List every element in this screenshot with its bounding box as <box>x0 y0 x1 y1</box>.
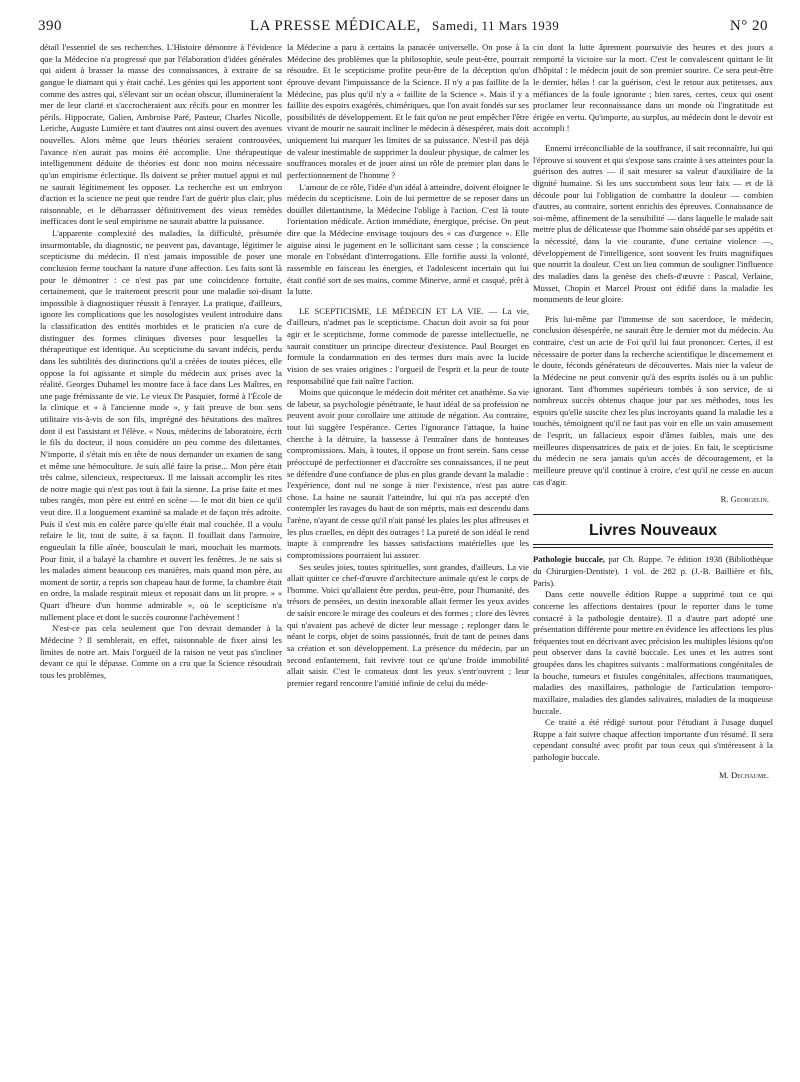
column-1 <box>40 42 282 1072</box>
journal-title: LA PRESSE MÉDICALE, <box>250 18 421 34</box>
section-title: Livres Nouveaux <box>588 521 718 539</box>
paragraph: Ses seules joies, toutes spirituelles, sont grandes, d'ailleurs. La vie allait quitter ce chef-d'œuvre d'architecture animale qu'est le corps de l'homme. Voici qu'allaient être perdus, peut-être, pour l'humanité, des trésors de pensées, un destin inexorable allait fermer les yeux avides de saisir encore le mirage des couleurs et des formes ; clore des lèvres qui n'avaient pas achevé de dicter leur message ; replonger dans le néant le corps, objet de soins passionnés, fruit de tant de peines dans sa création et son développement. La présence du médecin, par un second enfantement, fait revivre tout ce qu'une froide immobilité allait saisir. C'est le comateux dont les yeux s'entr'ouvrent ; leur premier regard rencontre l'amitié infinie de celui du méde- <box>287 561 529 688</box>
review-signature: M. Dechaume. <box>719 769 769 780</box>
paragraph: cin dont la lutte âprement poursuivie des heures et des jours a remporté la victoire sur la mort. C'est le convalescent quittant le lit d'hôpital : le médecin jouit de son premier sourire. Ce sera peut-être le dernier, hélas ! car la guérison, c'est le retour aux petitesses, aux méfiances de la foule ignorante ; bien rares, certes, ceux qui osent proclamer leur reconnaissance dans un monde où l'ingratitude est érigée en vertu. Qu'importe, au surplus, au médecin dont le devoir est accompli ! <box>533 42 773 134</box>
column-3 <box>533 42 773 1072</box>
page-header <box>38 10 768 36</box>
article-signature: R. Georgelin. <box>720 494 769 505</box>
paragraph: L'apparente complexité des maladies, la difficulté, présumée insurmontable, du diagnostic, ne peuvent pas, davantage, légitimer le scepticisme du médecin. Il n'est jamais impossible de poser une conclusion ferme touchant la nature d'une affection. Les faits sont là pour le démontrer : ce n'est pas par une coïncidence fortuite, certainement, que le traitement prescrit pour une maladie soi-disant impossible à diagnostiquer réussit à l'enrayer. La pratique, d'ailleurs, ignore les complications que les nosologistes veulent introduire dans la classification des entités morbides et le praticien n'a cure de distinguer des formes cliniques diverses pour lesquelles la thérapeutique est identique. Au scepticisme du savant indécis, perdu dans les subtilités des distinctions qu'il a créées de toutes pièces, elle oppose la foi agissante et simple du médecin aux prises avec la réalité. Georges Duhamel les montre face à face dans Les Maîtres, en une page frémissante de vie. Le vieux Dr Pasquier, formé à l'École de la clinique et « à l'ancienne mode », y fait preuve de bon sens utilitaire vis-à-vis de son fils, imprégné des hésitations des maîtres dont il est l'assistant et l'élève. « Nous, médecins de laboratoire, écrit le fils du docteur, il nous considère un peu comme des dilettantes. N'importe, il s'était mis en tête de nous demander un examen de sang et même une hémoculture. Je suis allé faire la prise... Mon père était très calme, silencieux, respectueux. Il me laissait accomplir les rites de notre magie qui n'est pas tout à fait la sienne. La prise faite et mes tubes rangés, mon père est entré en scène — le mot dit bien ce qu'il veut dire. Il a longuement examiné sa malade et de façon très adroite. Puis il s'est mis en colère parce qu'elle était mal couchée. Il a voulu refaire le lit, tout de suite, à sa façon. Il fouillait dans l'armoire, engueulait la fille aînée, bousculait le mari, mouchait les marmots. Pour finir, il a balayé la chambre et ouvert les fenêtres. Je ne sais si les malades aiment beaucoup ces manières, mais quand mon père, au moment de sortir, a repris son chapeau haut de forme, la chambre était en ordre, la malade respirait mieux et reposait dans un lit propre. » « Quart d'heure d'un homme admirable », où le scepticisme n'a nullement place et dont le succès couronne l'achèvement ! <box>40 228 282 622</box>
divider <box>533 544 773 548</box>
paragraph: la Médecine a paru à certains la panacée universelle. On pose à la Médecine des problèmes que la philosophie, seule peut-être, pourrait résoudre. Et le scepticisme profite peut-être de la déception qu'on éprouve devant l'impuissance de la Science. Il n'y a pas faillite de la Médecine, pas plus qu'il n'y a « faillite de la Science ». Mais il y a faillite des espoirs exagérés, chimériques, que l'on avait fondés sur ses possibilités de développement. Et le fait qu'on ne peut empêcher l'être vivant de mourir ne saurait incliner le médecin à désespérer, mais doit uniquement lui marquer les limites de sa puissance. N'est-il pas déjà de valeur inestimable de supprimer la douleur physique, de calmer les souffrances morales et de jouer ainsi un rôle de premier plan dans le perfectionnement de l'homme ? <box>287 42 529 180</box>
book-entry <box>533 554 773 589</box>
paragraph: LE SCEPTICISME, LE MÉDECIN ET LA VIE. — La vie, d'ailleurs, n'admet pas le scepticisme. Chacun doit avoir sa foi pour agir et le scepticisme, forme commode de paresse intellectuelle, ne saurait constituer un principe directeur d'existence. Paul Bourget en formule la condamnation en des termes durs mais avec la lucide vision de ses vraies origines : l'orgueil de l'esprit et la peur de toute responsabilité que fait naître l'action. <box>287 305 529 386</box>
paragraph: Pris lui-même par l'immense de son sacerdoce, le médecin, conclusion désespérée, ne saurait être le dernier mot du médecin. Au contraire, c'est un acte de Foi qu'il lui faut prononcer. Certes, il est nécessaire de porter dans la recherche scientifique le discernement et le doute, féconds générateurs de découvertes. Mais nier la valeur de la Médecine ne peut convenir qu'à des esprits isolés ou à un public ignorant. Tant d'hommes supérieurs tombés à son service, de si nombreux succès obtenus chaque jour par ses méthodes, tous les espoirs qu'elle suscite chez les plus incroyants quand la maladie les a touchés, témoignent qu'il ne faut pas voir en elle un vain amusement de l'esprit, un fallacieux espoir d'âmes faibles, mais une des meilleures dispensatrices de paix et de joies. En fait, le scepticisme du médecin ne sera jamais qu'un accès de découragement, et la meilleure preuve qu'il continue à croire, c'est qu'il ne cesse en aucun cas d'agir. <box>533 313 773 487</box>
issue-date: Samedi, 11 Mars 1939 <box>432 18 560 33</box>
paragraph: Ce traité a été rédigé surtout pour l'étudiant à l'usage duquel Ruppe a fait suivre chaque affection importante d'un résumé. Il sera cependant consulté avec profit par tous ceux qui s'intéressent à la pathologie buccale. <box>533 717 773 762</box>
paragraph: Dans cette nouvelle édition Ruppe a supprimé tout ce qui concerne les affections dentaires (pour le reporter dans le tome consacré à la pathologie dentaire). Il a d'autre part adopté une présentation différente pour mettre en évidence les affections les plus fréquentes tout en décrivant avec précision les multiples lésions qu'on peut observer dans la cavité buccale. Les unes et les autres sont groupées dans les chapitres suivants : malformations congénitales de la bouche, tumeurs et fistules congénitales, affections traumatiques, maladies des maxillaires, pathologie de l'articulation temporo-maxillaire, maladies des glandes salivaires, maladies de la muqueuse buccale. <box>533 589 773 716</box>
book-title: Pathologie buccale, <box>533 554 605 565</box>
column-2 <box>287 42 529 1072</box>
paragraph: détail l'essentiel de ses recherches. L'Histoire démontre à l'évidence que la Médecine n'a progressé que par l'élaboration d'idées générales qui aident à brasser la masse des connaissances, à extraire de sa gangue le diamant qui y était caché. Les génies qui les apportent sont comme des astres qui, s'élevant sur un océan obscur, illumineraient la mer de leur clarté et s'accrocheraient aux récifs pour en montrer les périls. Hippocrate, Galien, Ambroise Paré, Pasteur, Charles Nicolle, Leriche, Auguste Lumière et tant d'autres ont ainsi ouvert des avenues nouvelles. Alors même que leurs théories seraient controuvées, l'avance n'en aurait pas moins été accomplie. Une thérapeutique intelligemment déduite de théories est donc non moins nécessaire qu'un empirisme éclectique. Ils doivent se prêter mutuel appui et nul ne saurait légitimement les opposer. La recherche est un embryon d'action et la science ne peut que rendre l'art de guérir plus clair, plus raisonnable, et le débarrasser définitivement des vieux remèdes inefficaces dont le seul empirisme ne saurait abattre la puissance. <box>40 42 282 227</box>
page-number: 390 <box>38 18 62 34</box>
divider <box>533 514 773 515</box>
paragraph: Moins que quiconque le médecin doit mériter cet anathème. Sa vie de labeur, sa psychologie pénétrante, le haut idéal de sa profession ne peuvent avoir pour corollaire une attitude de négation. Au contraire, tout lui suggère l'espérance. Certes l'ignorance l'attaque, la haine cherche à la détruire, la bassesse à l'entraîner dans de honteuses compromissions. Mais, à toutes, il oppose un front serein. Sans cesse préoccupé de perfectionner et d'accroître ses connaissances, il ne peut se défendre d'une confiance de plus en plus grande devant la maladie : l'expérience, dont nul ne songe à nier l'existence, n'est pas autre chose. La haine ne saurait l'atteindre, lui qui n'a pas accepté d'en contempler les ravages du haut de son mépris, mais est descendu dans l'arène, n'ayant de cesse qu'il n'ait pansé les plaies les plus affreuses et les plus cruelles, en dépit des outrages ! La pureté de son idéal le rend inapte à comprendre les basses satisfactions matérielles que les compromissions pourraient lui assurer. <box>287 387 529 560</box>
paragraph: Ennemi irréconciliable de la souffrance, il sait reconnaître, lui qui l'éprouve si souvent et qui s'expose sans crainte à ses atteintes pour la guérison des autres — il sait mesurer sa valeur d'auxiliaire de la dignité humaine. Si les uns succombent sous leur faix — et de là découle pour lui l'obligation de combattre la douleur — combien d'autres, au contraire, sortent enrichis des épreuves. Connaissance de soi-même, affinement de la sensibilité — dans laquelle le malade sait mettre plus de délicatesse que l'homme sain obsédé par ses appétits et la nécessité, dans la vie courante, d'une certaine violence —, développement de l'intelligence, sont souvent les fruits magnifiques que nourrit la douleur. C'est un lieu commun de souligner l'influence des maladies dans la genèse des chefs-d'œuvre : Pascal, Verlaine, Musset, Chopin et Marcel Proust ont édifié dans la maladie les monuments de leur gloire. <box>533 143 773 305</box>
paragraph: L'amour de ce rôle, l'idée d'un idéal à atteindre, doivent éloigner le médecin du scepticisme. Loin de lui permettre de se reposer dans un douillet dilettantisme, la Médecine l'oblige à l'action. C'est là toute l'orientation médicale. Action immédiate, énergique, précise. On peut dire que la Médecine envisage toujours des « cas d'urgence ». Elle aiguise ainsi le jugement en le sollicitant sans cesse ; la conscience morale en l'obsédant d'interrogations. Elle fortifie aussi la volonté, rassemble en faisceau les énergies, et l'adolescent incertain qui lui était confié sort de ses mains, comme Minerve, armé et casqué, prêt à la lutte. <box>287 181 529 297</box>
book-details: par Ch. Ruppe. 7e édition 1938 (Bibliothèque du Chirurgien-Dentiste). 1 vol. de 282 p. (J.-B. Baillière et fils, Paris). <box>533 554 773 588</box>
issue-number: N° 20 <box>729 18 768 34</box>
paragraph: N'est-ce pas cela seulement que l'on devrait demander à la Médecine ? Il semblerait, en effet, raisonnable de fixer ainsi les limites de notre art. Mais l'orgueil de la raison ne veut pas s'incliner devant ce qui le dépasse. Comme on a cru que la Science résoudrait tous les problèmes, <box>40 623 282 680</box>
